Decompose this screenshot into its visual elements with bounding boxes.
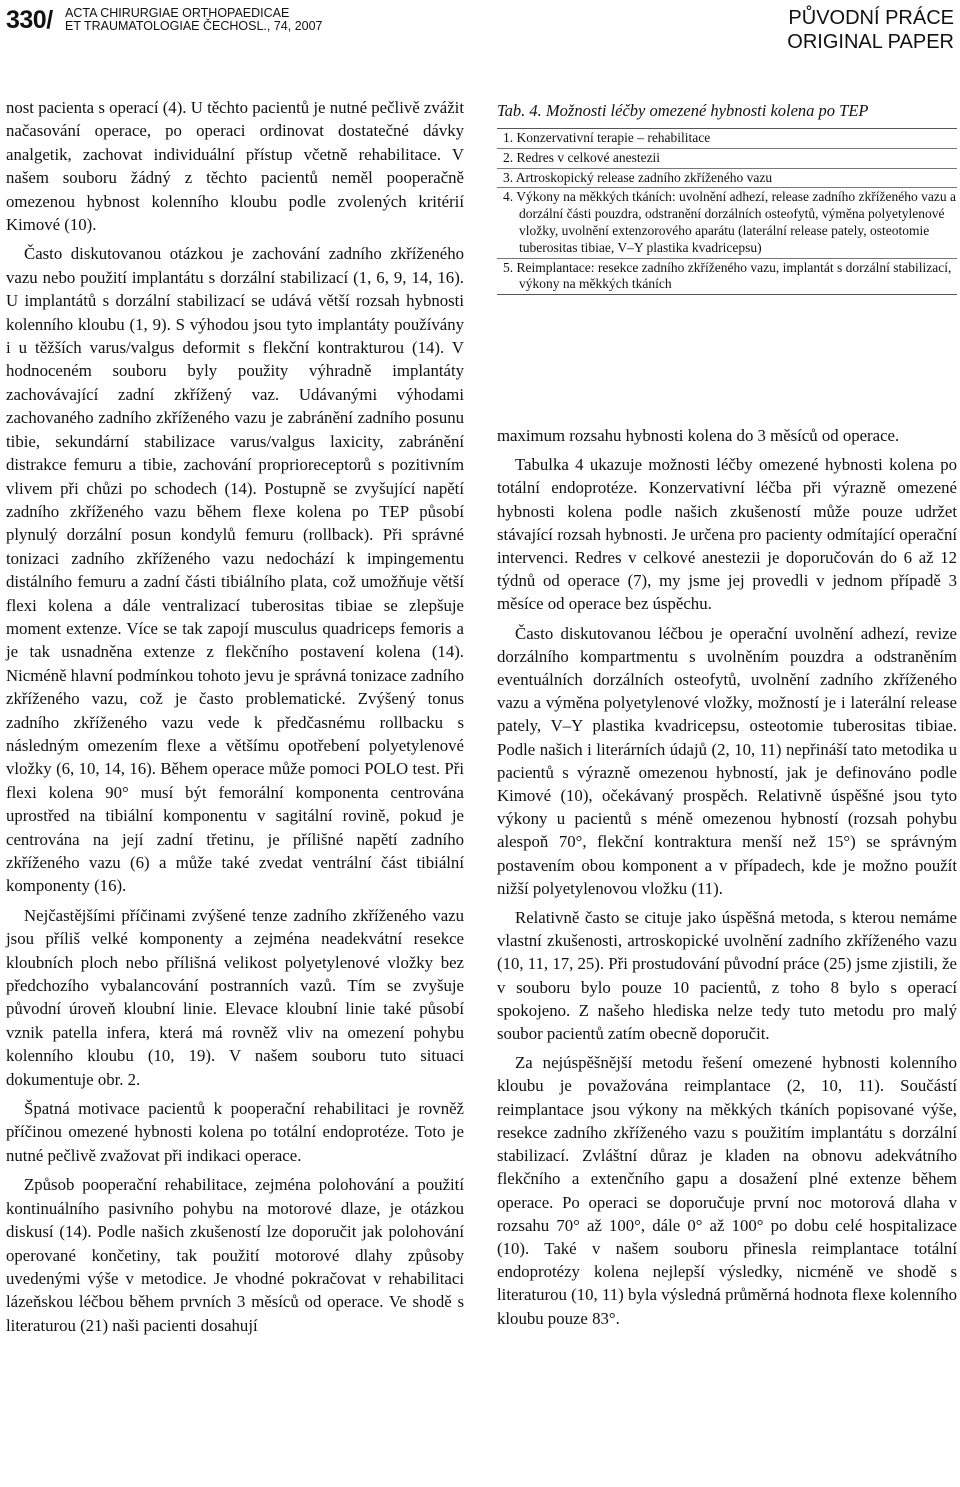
section-label-line-1: PŮVODNÍ PRÁCE [788, 7, 954, 29]
journal-title-line-2: ET TRAUMATOLOGIAE ČECHOSL., 74, 2007 [65, 19, 323, 33]
paragraph: Za nejúspěšnější metodu řešení omezené hybnosti kolenního kloubu je považována reimplantace (2, 10, 11). Součástí reimplantace jsou výkony na měkkých tkáních popisované výše, resekce zadního zkříženého vazu s použitím implantátu s dorzální stabilizací. Zvláštní důraz je kladen na obnovu adekvátního flekčního a extenčního gapu a dosažení plné extenze během operace. Po operaci se doporučuje první noc motorová dlaha v rozsahu 70° až 100°, dále 0° až 100° po dobu celé hospitalizace (10). Také v našem souboru přinesla reimplantace totální endoprotézy kolena nejlepší výsledky, nicméně ve shodě s literaturou (10, 11) byla výsledná průměrná hodnota flexe kolenního kloubu pouze 83°. [497, 1053, 957, 1328]
table-row: 2. Redres v celkové anestezii [497, 149, 957, 169]
journal-title [65, 7, 323, 33]
paragraph: Často diskutovanou léčbou je operační uvolnění adhezí, revize dorzálního kompartmentu s uvolněním pouzdra a odstraněním eventuálních dorzálních osteofytů, uvolnění zadního zkříženého vazu a výměna polyetylenové vložky, možností je i laterální release pately, V–Y plastika kvadricepsu, osteotomie tuberositas tibiae. Podle našich i literárních údajů (2, 10, 11) nepřináší tato metodika u pacientů s výrazně omezenou hybností, jak je definováno podle Kimové (10), očekávaný prospěch. Relativně úspěšné jsou tyto výkony u pacientů s méně omezenou hybností (rozsah pohybu alespoň 70°, flekční kontraktura menší než 15°) se správným postavením obou komponent a v případech, kde je možno použít nižší polyetylenovou vložku (11). [497, 623, 957, 898]
paragraph: Tabulka 4 ukazuje možnosti léčby omezené hybnosti kolena po totální endoprotéze. Konzervativní léčba při výrazně omezené hybnosti kolena podle našich zkušeností může pouze udržet stávající rozsah hybnosti. Je určena pro pacienty odmítající operační intervenci. Redres v celkové anestezii je doporučován do 6 až 12 týdnů od operace (7), my jsme jej provedli v jednom případě 3 měsíce od operace bez úspěchu. [497, 455, 957, 614]
right-column [497, 424, 957, 1336]
paragraph: Nejčastějšími příčinami zvýšené tenze zadního zkříženého vazu jsou příliš velké komponenty a zejména neadekvátní resekce kloubních ploch nebo přílišná velikost polyetylenové vložky bez předchozího vybalancování postranních vazů. Tím se zvyšuje původní úroveň kloubní linie. Elevace kloubní linie také působí vznik patella infera, která má rovněž vliv na omezení pohybu kolenního kloubu (10, 19). V našem souboru tuto situaci dokumentuje obr. 2. [6, 905, 464, 1089]
table-row: 4. Výkony na měkkých tkáních: uvolnění adhezí, release zadního zkříženého vazu a dorzální části pouzdra, odstranění dorzálních osteofytů, výměna polyetylenové vložky, uvolnění extenzorového aparátu (laterální release pately, osteotomie tuberositas tibiae, V–Y plastika kvadricepsu) [497, 188, 957, 258]
left-column [6, 96, 464, 1343]
table-row: 3. Artroskopický release zadního zkříženého vazu [497, 169, 957, 189]
paragraph: maximum rozsahu hybnosti kolena do 3 měsíců od operace. [497, 426, 900, 445]
paragraph: Často diskutovanou otázkou je zachování zadního zkříženého vazu nebo použití implantátu s dorzální stabilizací (1, 6, 9, 14, 16). U implantátů s dorzální stabilizací se udává větší rozsah hybnosti kolenního kloubu (1, 9). S výhodou jsou tyto implantáty používány i u těžších varus/valgus deformit s flekční kontrakturou (14). V hodnoceném souboru byly použity výhradně implantáty zachovávající zadní zkřížený vaz. Udávanými výhodami zachovaného zadního zkříženého vazu je zabránění zadního posunu tibie, sekundární stabilizace varus/valgus laxicity, zabránění distrakce femuru a tibie, zachování proprioreceptorů s pozitivním vlivem při chůzi po schodech (14). Postupně se zvyšující napětí zadního zkříženého vazu během flexe kolena po TEP působí plynulý dorzální posun kondylů femuru (rollback). Při správné tonizaci zadního zkříženého vazu nedochází k impingementu distálního femuru a zadní části tibiálního plata, což umožňuje větší flexi kolena a dále ventralizací tuberositas tibiae se zlepšuje moment extenze. Více se tak zapojí musculus quadriceps femoris a je tak usnadněna extenze z flekčního postavení kolena (14). Nicméně hlavní podmínkou tohoto jevu je správná tonizace zadního zkříženého vazu, což je často problematické. Zvýšený tonus zadního zkříženého vazu vede k předčasnému rollbacku s následným omezením flexe a většímu opotřebení polyetylenové vložky (6, 10, 14, 16). Během operace může pomoci POLO test. Při flexi kolena 90° musí být femorální komponenta centrována uprostřed na tibiální komponentu v sagitální rovině, pokud je centrována na její zadní třetinu, je přílišné napětí zadního zkříženého vazu (6) a může také zvedat ventrální část tibiální komponenty (16). [6, 244, 464, 896]
table-row: 1. Konzervativní terapie – rehabilitace [497, 129, 957, 149]
table-body [497, 128, 957, 295]
journal-title-line-1: ACTA CHIRURGIAE ORTHOPAEDICAE [65, 6, 290, 20]
paragraph: nost pacienta s operací (4). U těchto pacientů je nutné pečlivě zvážit načasování operace, po operaci ordinovat dostatečné dávky analgetik, zachovat individuální přístup včetně rehabilitace. V našem souboru žádný z těchto pacientů neměl pooperačně omezenou hybnost kolenního kloubu podle zvolených kritérií Kimové (10). [6, 98, 464, 235]
section-label-line-2: ORIGINAL PAPER [787, 31, 954, 53]
table-caption: Tab. 4. Možnosti léčby omezené hybnosti kolena po TEP [497, 101, 869, 120]
page-number: 330/ [6, 6, 53, 34]
table-row: 5. Reimplantace: resekce zadního zkříženého vazu, implantát s dorzální stabilizací, výkony na měkkých tkáních [503, 259, 952, 292]
paragraph: Relativně často se cituje jako úspěšná metoda, s kterou nemáme vlastní zkušenosti, artroskopické uvolnění zadního zkříženého vazu (10, 11, 17, 25). Při prostudování původní práce (25) jsme zjistili, že v souboru bylo pouze 10 pacientů, z toho 8 bylo s operací spokojeno. Z našeho hlediska nelze tedy tuto metodu pro malý soubor pacientů zatím obecně doporučit. [497, 908, 957, 1044]
treatment-table [497, 100, 957, 295]
section-label [787, 6, 954, 54]
page-header [0, 0, 960, 60]
paragraph: Způsob pooperační rehabilitace, zejména polohování a použití kontinuálního pasivního pohybu na motorové dlaze, je otázkou diskusí (14). Podle našich zkušeností lze doporučit jak polohování operované končetiny, tak použití motorové dlahy způsoby uvedenými výše v metodice. Je vhodné pokračovat v rehabilitaci lázeňskou léčbou během prvních 3 měsíců od operace. Ve shodě s literaturou (21) naši pacienti dosahují [6, 1175, 464, 1335]
paragraph: Špatná motivace pacientů k pooperační rehabilitaci je rovněž příčinou omezené hybnosti kolena po totální endoprotéze. Toto je nutné pečlivě zvažovat při indikaci operace. [6, 1099, 464, 1165]
